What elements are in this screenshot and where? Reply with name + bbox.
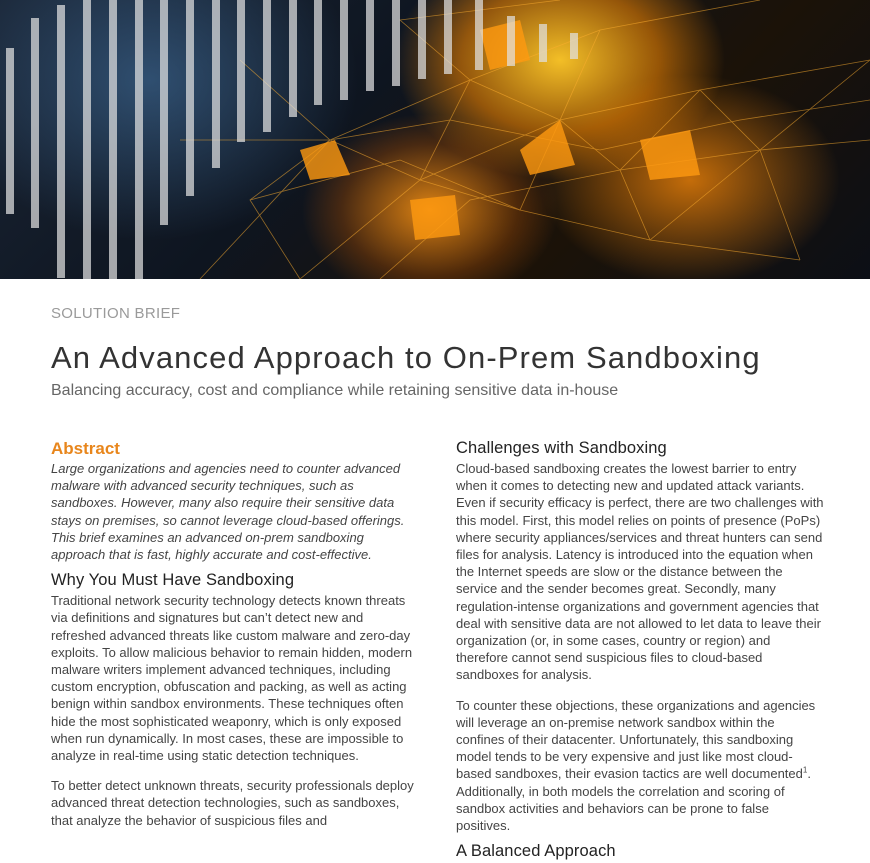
- page-title: An Advanced Approach to On-Prem Sandboxing: [51, 340, 761, 375]
- decorative-bar: [31, 18, 39, 228]
- decorative-bar: [109, 0, 117, 279]
- decorative-bar: [507, 16, 515, 66]
- abstract-heading: Abstract: [51, 439, 120, 458]
- decorative-bar: [160, 0, 168, 225]
- decorative-bar: [83, 0, 91, 279]
- decorative-bar: [340, 0, 348, 100]
- why-sandboxing-paragraph-2: To better detect unknown threats, security professionals deploy advanced threat detection technologies, such as sandboxes, that analyze the behavior of suspicious files and: [51, 778, 414, 828]
- document-type-label: SOLUTION BRIEF: [51, 305, 181, 322]
- hero-image: [0, 0, 870, 279]
- challenges-paragraph-2-continued: . Additionally, in both models the correlation and scoring of sandbox activities and behaviors can be prone to false positives.: [456, 766, 811, 834]
- decorative-bar: [57, 5, 65, 278]
- challenges-paragraph-2: [456, 697, 824, 835]
- footnote-reference[interactable]: 1: [802, 766, 808, 776]
- decorative-bar: [186, 0, 194, 196]
- abstract-body: Large organizations and agencies need to counter advanced malware with advanced security techniques, such as sandboxes. However, many also require their sensitive data stays on premises, so cannot leverage cloud-based offerings. This brief examines an advanced on-prem sandboxing approach that is fast, highly accurate and cost-effective.: [51, 461, 405, 563]
- challenges-paragraph-1: Cloud-based sandboxing creates the lowest barrier to entry when it comes to detecting new and updated attack variants. Even if security efficacy is perfect, there are two challenges with this model. First, this model relies on points of presence (PoPs) where security appliances/services and threat hunters can send files for analysis. Latency is introduced into the equation when the Internet speeds are slow or the distance between the service and the sender becomes great. Secondly, many regulation-intense organizations and government agencies that deal with sensitive data are not allowed to let data to leave their organization (or, in some cases, country or region) and therefore cannot send suspicious files to cloud-based sandboxes for analysis.: [456, 461, 824, 683]
- decorative-bar: [263, 0, 271, 132]
- decorative-bar: [366, 0, 374, 91]
- network-mesh-graphic: [0, 0, 870, 279]
- balanced-approach-heading: A Balanced Approach: [456, 842, 616, 861]
- challenges-paragraph-2-text: To counter these objections, these organizations and agencies will leverage an on-premise network sandbox within the confines of their datacenter. Unfortunately, this sandboxing model tends to be very expensive and just like most cloud-based sandboxes, their evasion tactics are well documented: [456, 697, 816, 782]
- decorative-bar: [475, 0, 483, 70]
- decorative-bar: [6, 48, 14, 214]
- decorative-bar: [418, 0, 426, 79]
- why-sandboxing-heading: Why You Must Have Sandboxing: [51, 571, 295, 590]
- decorative-bar: [314, 0, 322, 105]
- decorative-bar: [237, 0, 245, 142]
- page-subtitle: Balancing accuracy, cost and compliance while retaining sensitive data in-house: [51, 382, 619, 399]
- decorative-bar: [289, 0, 297, 117]
- decorative-bar: [539, 24, 547, 62]
- left-column: [51, 437, 417, 829]
- decorative-bar: [444, 0, 452, 74]
- decorative-bar: [212, 0, 220, 168]
- decorative-bar: [392, 0, 400, 86]
- right-column: [456, 437, 824, 863]
- decorative-bar: [135, 0, 143, 279]
- why-sandboxing-paragraph-1: Traditional network security technology detects known threats via definitions and signatures but can’t detect new and refreshed advanced threats like custom malware and zero-day exploits. To allow malicious behavior to remain hidden, modern malware writers implement advanced techniques, including custom encryption, obfuscation and packing, as well as acting benign within sandbox environments. These techniques often hide the most sophisticated weaponry, which is only exposed when run dynamically. In most cases, these are impossible to analyze in real-time using static detection techniques.: [51, 593, 413, 764]
- challenges-heading: Challenges with Sandboxing: [456, 439, 667, 457]
- decorative-bar: [570, 33, 578, 59]
